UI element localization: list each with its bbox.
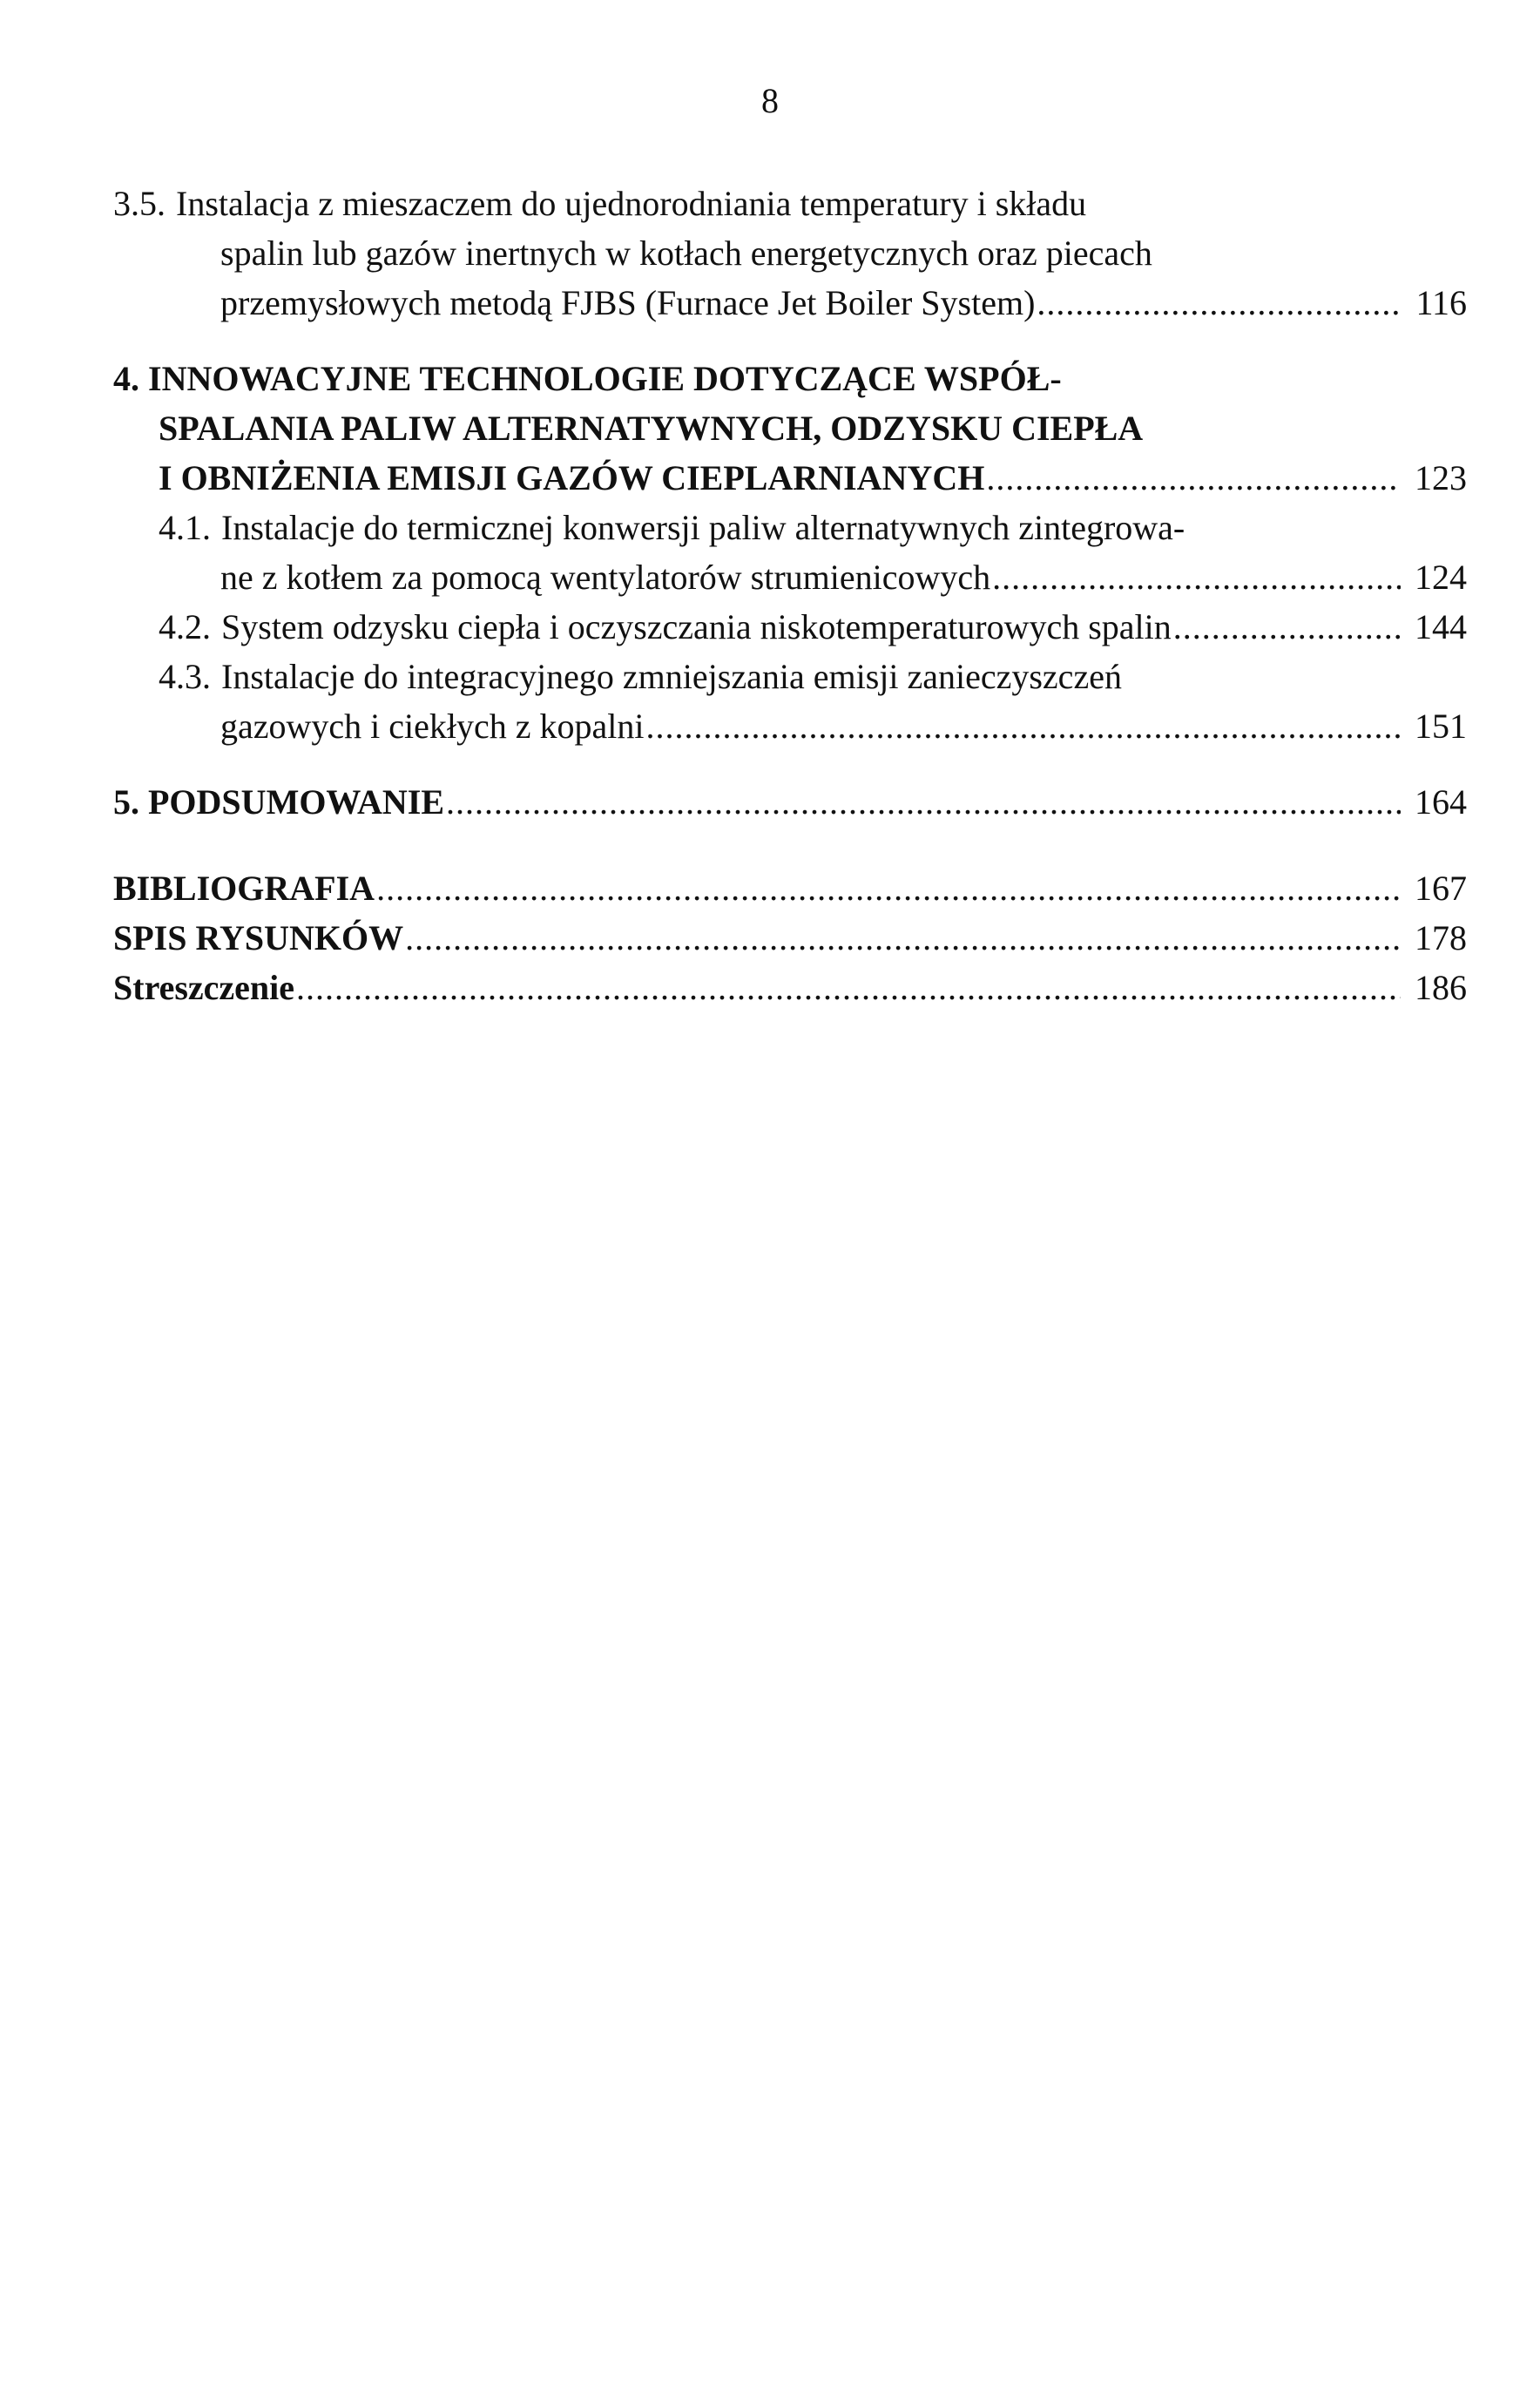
toc-entry-3-5[interactable] bbox=[113, 179, 1467, 328]
toc-entry-number: 4.2. bbox=[159, 607, 211, 646]
toc-line bbox=[159, 652, 1467, 701]
toc-entry-number: 4.3. bbox=[159, 657, 211, 696]
toc-page-number: 178 bbox=[1415, 918, 1467, 957]
toc-entry-title-line-2: gazowych i ciekłych z kopalni bbox=[220, 707, 645, 746]
dot-leader bbox=[645, 701, 1401, 751]
toc-entry-title-line-1: Instalacja z mieszaczem do ujednorodniania temperatury i składu bbox=[176, 184, 1087, 223]
toc-line bbox=[113, 453, 1467, 503]
toc-line bbox=[113, 963, 1467, 1012]
dot-leader bbox=[992, 552, 1401, 602]
toc-line bbox=[159, 602, 1467, 652]
toc-entry-4-2[interactable] bbox=[113, 602, 1467, 652]
toc-entry-number: 3.5. bbox=[113, 184, 165, 223]
toc-page-number: 151 bbox=[1415, 707, 1467, 746]
toc-line bbox=[113, 403, 1467, 453]
dot-leader bbox=[1173, 602, 1401, 652]
toc-entry-title: Streszczenie bbox=[113, 968, 295, 1007]
toc-line bbox=[113, 228, 1467, 278]
toc-entry-title-line-1: System odzysku ciepła i oczyszczania niskotemperaturowych spalin bbox=[221, 607, 1172, 646]
table-of-contents bbox=[113, 179, 1467, 1012]
toc-page-number: 164 bbox=[1415, 782, 1467, 822]
toc-entry-title: 5. PODSUMOWANIE bbox=[113, 782, 445, 822]
toc-page-number: 186 bbox=[1415, 968, 1467, 1007]
toc-line bbox=[159, 701, 1467, 751]
toc-entry-title: BIBLIOGRAFIA bbox=[113, 869, 375, 908]
toc-entry-title-line-2: ne z kotłem za pomocą wentylatorów strumienicowych bbox=[220, 558, 991, 597]
toc-page-number: 124 bbox=[1415, 558, 1467, 597]
toc-line bbox=[113, 863, 1467, 913]
toc-entry-title-line-1: Instalacje do integracyjnego zmniejszania emisji zanieczyszczeń bbox=[221, 657, 1122, 696]
dot-leader bbox=[376, 863, 1401, 913]
toc-entry-title-line-3: przemysłowych metodą FJBS (Furnace Jet Boiler System) bbox=[220, 283, 1036, 322]
toc-entry-number: 4.1. bbox=[159, 508, 211, 547]
toc-entry-chapter-4[interactable] bbox=[113, 354, 1467, 503]
dot-leader bbox=[446, 777, 1401, 827]
toc-entry-list-of-figures[interactable] bbox=[113, 913, 1467, 963]
toc-page-number: 116 bbox=[1415, 283, 1467, 322]
toc-entry-title-line-2: spalin lub gazów inertnych w kotłach energetycznych oraz piecach bbox=[220, 233, 1152, 273]
toc-page-number: 123 bbox=[1415, 458, 1467, 497]
toc-page-number: 144 bbox=[1415, 607, 1467, 646]
toc-entry-4-3[interactable] bbox=[113, 652, 1467, 751]
toc-page-number: 167 bbox=[1415, 869, 1467, 908]
toc-line bbox=[113, 354, 1467, 403]
toc-entry-title-line-1: Instalacje do termicznej konwersji paliw alternatywnych zintegrowa- bbox=[221, 508, 1185, 547]
toc-line bbox=[159, 552, 1467, 602]
toc-entry-title-line-1: 4. INNOWACYJNE TECHNOLOGIE DOTYCZĄCE WSPÓŁ- bbox=[113, 359, 1062, 398]
toc-entry-4-1[interactable] bbox=[113, 503, 1467, 602]
toc-entry-title-line-2: SPALANIA PALIW ALTERNATYWNYCH, ODZYSKU CIEPŁA bbox=[159, 409, 1144, 448]
toc-entry-title-line-3: I OBNIŻENIA EMISJI GAZÓW CIEPLARNIANYCH bbox=[159, 458, 985, 497]
toc-line bbox=[113, 777, 1467, 827]
toc-entry-bibliography[interactable] bbox=[113, 863, 1467, 913]
toc-entry-summary[interactable] bbox=[113, 963, 1467, 1012]
page-number: 8 bbox=[761, 81, 779, 120]
toc-line bbox=[113, 278, 1467, 328]
toc-line bbox=[113, 179, 1467, 228]
dot-leader bbox=[405, 913, 1401, 963]
toc-line bbox=[159, 503, 1467, 552]
toc-line bbox=[113, 913, 1467, 963]
dot-leader bbox=[296, 963, 1401, 1012]
dot-leader bbox=[1037, 278, 1401, 328]
toc-entry-chapter-5[interactable] bbox=[113, 777, 1467, 827]
dot-leader bbox=[986, 453, 1401, 503]
toc-entry-title: SPIS RYSUNKÓW bbox=[113, 918, 404, 957]
